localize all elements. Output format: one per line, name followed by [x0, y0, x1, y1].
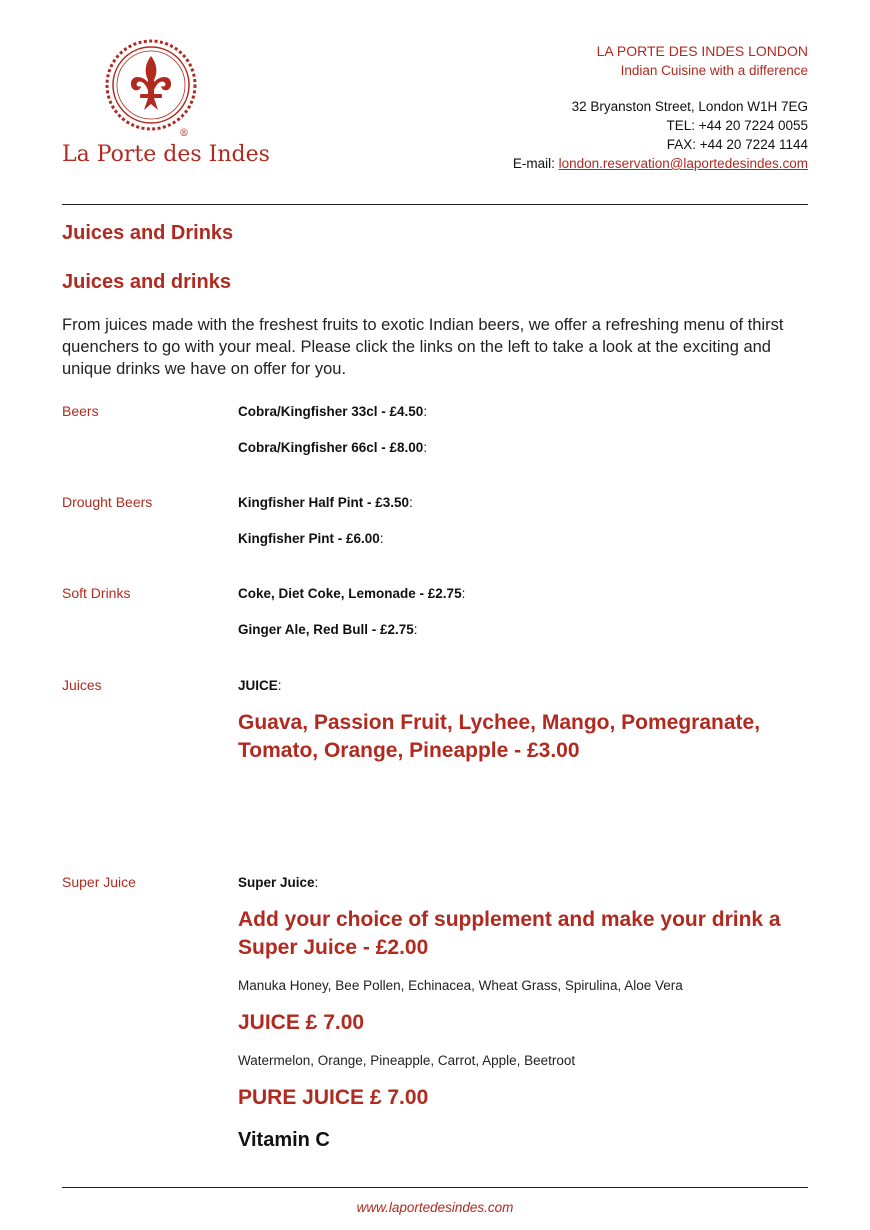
restaurant-logo: [62, 38, 270, 178]
registered-mark: ®: [179, 128, 189, 139]
juice-list-line-2: Tomato, Orange, Pineapple - £3.00: [238, 739, 580, 762]
menu-item: Cobra/Kingfisher 66cl - £8.00:: [238, 440, 428, 455]
pure-juice-price-title: PURE JUICE £ 7.00: [238, 1086, 429, 1109]
juice-price-title: JUICE £ 7.00: [238, 1011, 365, 1034]
super-juice-offer-line-2: Super Juice - £2.00: [238, 936, 429, 959]
soft-drinks-link[interactable]: Soft Drinks: [62, 585, 131, 601]
contact-block: [408, 42, 808, 173]
address: 32 Bryanston Street, London W1H 7EG: [571, 99, 808, 114]
menu-item: Cobra/Kingfisher 33cl - £4.50:: [238, 404, 428, 419]
menu-item: Ginger Ale, Red Bull - £2.75:: [238, 622, 418, 637]
menu-item: Kingfisher Half Pint - £3.50:: [238, 495, 413, 510]
section-title: Juices and drinks: [62, 271, 231, 293]
beers-link[interactable]: Beers: [62, 403, 99, 419]
email-link[interactable]: london.reservation@laportedesindes.com: [558, 156, 808, 171]
menu-item: Coke, Diet Coke, Lemonade - £2.75:: [238, 586, 466, 601]
juice-heading: JUICE:: [238, 678, 282, 693]
menu-item: Kingfisher Pint - £6.00:: [238, 531, 384, 546]
restaurant-name: LA PORTE DES INDES LONDON: [596, 43, 808, 59]
supplements-list: Manuka Honey, Bee Pollen, Echinacea, Wheat Grass, Spirulina, Aloe Vera: [238, 978, 683, 993]
juice-ingredients: Watermelon, Orange, Pineapple, Carrot, Apple, Beetroot: [238, 1053, 576, 1068]
email-line: [408, 154, 808, 173]
fleur-de-lis-emblem-icon: [104, 38, 198, 132]
telephone: TEL: +44 20 7224 0055: [666, 118, 808, 133]
super-juice-offer-line-1: Add your choice of supplement and make your drink a: [238, 908, 781, 931]
logo-wordmark: La Porte des Indes: [62, 142, 270, 167]
fax: FAX: +44 20 7224 1144: [666, 137, 808, 152]
vitamin-c-heading: Vitamin C: [238, 1129, 330, 1151]
juices-link[interactable]: Juices: [62, 677, 102, 693]
super-juice-link[interactable]: Super Juice: [62, 874, 136, 890]
header-divider: [62, 204, 808, 205]
email-label: E-mail:: [512, 156, 559, 171]
intro-paragraph: From juices made with the freshest fruits to exotic Indian beers, we offer a refreshing menu of thirst quenchers to go with your meal. Please click the links on the left to take a look at the exciting and unique drinks we have on offer for you.: [62, 316, 784, 378]
footer-website-link[interactable]: www.laportedesindes.com: [356, 1200, 514, 1215]
footer-divider: [62, 1187, 808, 1188]
tagline: Indian Cuisine with a difference: [620, 63, 808, 78]
juice-list-line-1: Guava, Passion Fruit, Lychee, Mango, Pomegranate,: [238, 711, 761, 734]
draught-beers-link[interactable]: Drought Beers: [62, 494, 153, 510]
super-juice-heading: Super Juice:: [238, 875, 319, 890]
page-title: Juices and Drinks: [62, 222, 234, 244]
